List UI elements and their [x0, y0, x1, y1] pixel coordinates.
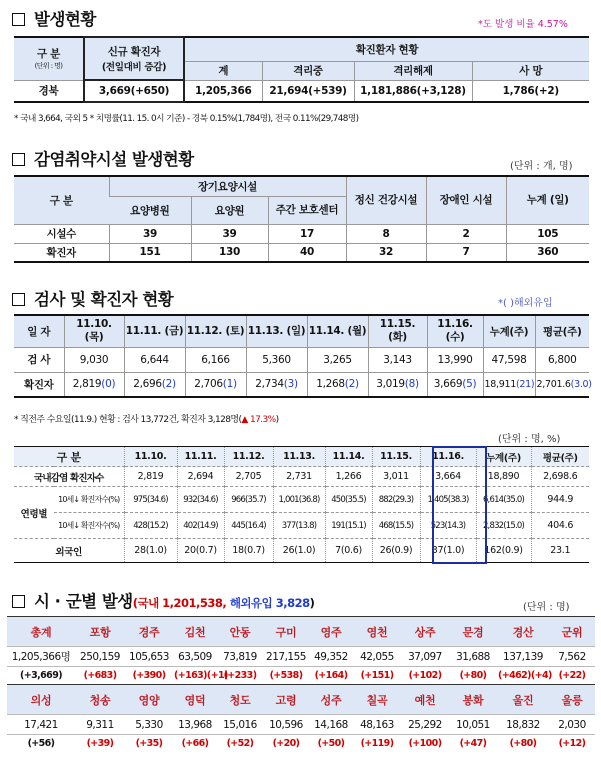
cell: 966(35.7) — [224, 487, 273, 513]
city-increase: (+683) — [75, 667, 125, 685]
status-table — [14, 36, 589, 103]
cell: 882(29.3) — [372, 487, 420, 513]
cell: 18,890 — [476, 467, 531, 487]
date-header: 11.15. (화) — [368, 315, 427, 347]
city-header: 고령 — [263, 685, 309, 715]
city-header: 울릉 — [549, 685, 595, 715]
city-increase: (+52) — [217, 735, 263, 753]
tests-footnote: * 직전주 수요일(11.9.) 현황 : 검사 13,772건, 확진자 3,128명(▲ 17.3%) — [14, 415, 279, 425]
cell: 17 — [268, 224, 346, 243]
overseas-note: *( )해외유입 — [498, 298, 553, 309]
cell: 360 — [506, 243, 589, 262]
date-header: 11.12. (토) — [185, 315, 246, 347]
cell: 404.6 — [531, 513, 589, 539]
cell: 18,911(21) — [483, 372, 535, 397]
header-date: 일 자 — [14, 315, 64, 347]
city-increase: (+56) — [7, 735, 75, 753]
header-gubun: 구 분 — [14, 447, 124, 467]
row-label: 10세↓ 확진자수(%) — [54, 513, 124, 539]
row-label: 확진자 — [14, 243, 109, 262]
cell: 468(15.5) — [372, 513, 420, 539]
cell: 18(0.7) — [224, 539, 273, 563]
cell: 3,664 — [420, 467, 476, 487]
city-header: 영천 — [353, 617, 401, 647]
city-header: 안동 — [217, 617, 263, 647]
row-label: 확진자 — [14, 372, 64, 397]
city-header: 청도 — [217, 685, 263, 715]
cell: 162(0.9) — [476, 539, 531, 563]
date-header: 11.12. — [224, 447, 273, 467]
cell: 26(0.9) — [372, 539, 420, 563]
cell: 26(1.0) — [273, 539, 325, 563]
city-increase: (+151) — [353, 667, 401, 685]
city-value: 31,688 — [449, 647, 497, 667]
cell: 130 — [191, 243, 268, 262]
header-cumulative: 누계(주) — [476, 447, 531, 467]
cell: 2,705 — [224, 467, 273, 487]
date-header: 11.14. — [325, 447, 372, 467]
city-increase: (+164) — [309, 667, 353, 685]
city-value: 10,596 — [263, 715, 309, 735]
today-highlight-frame — [432, 446, 487, 564]
city-value: 5,330 — [125, 715, 173, 735]
date-header: 11.13. — [273, 447, 325, 467]
city-value: 1,205,366명 — [7, 647, 75, 667]
cell: 6,800 — [535, 347, 589, 372]
cell: 2,819 — [124, 467, 177, 487]
city-value: 63,509 — [173, 647, 217, 667]
city-increase: (+80) — [449, 667, 497, 685]
header-daycare: 주간 보호센터 — [268, 196, 346, 224]
city-header: 상주 — [401, 617, 449, 647]
city-value: 48,163 — [353, 715, 401, 735]
city-header: 영덕 — [173, 685, 217, 715]
cell: 1,268(2) — [307, 372, 368, 397]
header-death: 사 망 — [472, 61, 589, 80]
city-value: 105,653 — [125, 647, 173, 667]
cell: 39 — [109, 224, 191, 243]
cell: 1,001(36.8) — [273, 487, 325, 513]
facilities-unit: (단위 : 개, 명) — [510, 161, 573, 172]
cell: 2,731 — [273, 467, 325, 487]
row-label: 외국인 — [14, 539, 124, 563]
city-value: 2,030 — [549, 715, 595, 735]
row-label: 경북 — [14, 80, 84, 102]
city-value: 14,168 — [309, 715, 353, 735]
cell: 428(15.2) — [124, 513, 177, 539]
cell: 2,819(0) — [64, 372, 124, 397]
city-header: 영양 — [125, 685, 173, 715]
cell: 7(0.6) — [325, 539, 372, 563]
city-value: 17,421 — [7, 715, 75, 735]
city-value: 49,352 — [309, 647, 353, 667]
cities-table — [7, 616, 595, 753]
date-header: 11.16. (수) — [427, 315, 483, 347]
release-value: 1,181,886(+3,128) — [354, 80, 472, 102]
city-value: 250,159 — [75, 647, 125, 667]
city-value: 137,139 — [497, 647, 549, 667]
cell: 6,644 — [124, 347, 185, 372]
city-header: 성주 — [309, 685, 353, 715]
city-value: 18,832 — [497, 715, 549, 735]
date-header: 11.15. — [372, 447, 420, 467]
cell: 3,143 — [368, 347, 427, 372]
cell: 445(16.4) — [224, 513, 273, 539]
header-gubun: 구 분 — [14, 176, 109, 224]
city-increase: (+233) — [217, 667, 263, 685]
cell: 2,694 — [177, 467, 224, 487]
cell: 932(34.6) — [177, 487, 224, 513]
cell: 2,706(1) — [185, 372, 246, 397]
checkbox-square-icon — [12, 595, 25, 608]
cell: 3,019(8) — [368, 372, 427, 397]
city-header: 울진 — [497, 685, 549, 715]
cell: 23.1 — [531, 539, 589, 563]
cities-unit: (단위 : 명) — [523, 602, 570, 613]
cell: 105 — [506, 224, 589, 243]
city-increase: (+163)(+1) — [173, 667, 217, 685]
cell: 13,990 — [427, 347, 483, 372]
city-value: 15,016 — [217, 715, 263, 735]
city-header: 경주 — [125, 617, 173, 647]
date-header: 11.10. (목) — [64, 315, 124, 347]
city-increase: (+39) — [75, 735, 125, 753]
cell: 6,614(35.0) — [476, 487, 531, 513]
cell: 40 — [268, 243, 346, 262]
total-value: 1,205,366 — [184, 80, 262, 102]
cell: 3,669(5) — [427, 372, 483, 397]
city-value: 25,292 — [401, 715, 449, 735]
city-header: 김천 — [173, 617, 217, 647]
cell: 1,266 — [325, 467, 372, 487]
row-label: 시설수 — [14, 224, 109, 243]
city-increase: (+538) — [263, 667, 309, 685]
cell: 3,011 — [372, 467, 420, 487]
cell: 975(34.6) — [124, 487, 177, 513]
city-increase: (+47) — [449, 735, 497, 753]
cell: 20(0.7) — [177, 539, 224, 563]
header-longterm: 장기요양시설 — [109, 176, 346, 196]
cell: 3,265 — [307, 347, 368, 372]
cell: 2,832(15.0) — [476, 513, 531, 539]
cell: 377(13.8) — [273, 513, 325, 539]
cell: 450(35.5) — [325, 487, 372, 513]
date-header: 11.11. — [177, 447, 224, 467]
date-header: 11.10. — [124, 447, 177, 467]
city-increase: (+22) — [549, 667, 595, 685]
cell: 191(15.1) — [325, 513, 372, 539]
city-header: 의성 — [7, 685, 75, 715]
breakdown-table — [14, 446, 589, 563]
city-header: 구미 — [263, 617, 309, 647]
header-nursing-home: 요양원 — [191, 196, 268, 224]
city-value: 10,051 — [449, 715, 497, 735]
date-header: 11.13. (일) — [246, 315, 307, 347]
header-disabled: 장애인 시설 — [426, 176, 506, 224]
city-increase: (+50) — [309, 735, 353, 753]
cell: 37(1.0) — [420, 539, 476, 563]
ratio-note: *도 발생 비율 4.57% — [478, 19, 568, 30]
city-value: 73,819 — [217, 647, 263, 667]
cell: 47,598 — [483, 347, 535, 372]
section-title-tests: 검사 및 확진자 현황 — [12, 286, 173, 310]
city-increase: (+102) — [401, 667, 449, 685]
city-increase: (+80) — [497, 735, 549, 753]
city-increase: (+119) — [353, 735, 401, 753]
city-value: 7,562 — [549, 647, 595, 667]
city-header: 칠곡 — [353, 685, 401, 715]
row-label: 10세↓ 확진자수(%) — [54, 487, 124, 513]
cell: 39 — [191, 224, 268, 243]
city-increase: (+462)(+4) — [497, 667, 549, 685]
row-label: 검 사 — [14, 347, 64, 372]
cell: 523(14.3) — [420, 513, 476, 539]
city-increase: (+35) — [125, 735, 173, 753]
city-increase: (+390) — [125, 667, 173, 685]
city-increase: (+66) — [173, 735, 217, 753]
header-patient-status: 확진환자 현황 — [184, 37, 589, 61]
city-header: 청송 — [75, 685, 125, 715]
cell: 151 — [109, 243, 191, 262]
city-value: 42,055 — [353, 647, 401, 667]
date-header: 11.16. — [420, 447, 476, 467]
cell: 8 — [346, 224, 426, 243]
cell: 2,696(2) — [124, 372, 185, 397]
cell: 2,734(3) — [246, 372, 307, 397]
city-header: 영주 — [309, 617, 353, 647]
checkbox-square-icon — [12, 13, 25, 26]
city-header: 봉화 — [449, 685, 497, 715]
checkbox-square-icon — [12, 153, 25, 166]
cell: 5,360 — [246, 347, 307, 372]
cell: 7 — [426, 243, 506, 262]
cell: 2 — [426, 224, 506, 243]
cell: 6,166 — [185, 347, 246, 372]
city-increase: (+3,669) — [7, 667, 75, 685]
cell: 9,030 — [64, 347, 124, 372]
city-header: 문경 — [449, 617, 497, 647]
cell: 402(14.9) — [177, 513, 224, 539]
tests-table — [14, 314, 592, 398]
death-value: 1,786(+2) — [472, 80, 589, 102]
cell: 28(1.0) — [124, 539, 177, 563]
city-header: 예천 — [401, 685, 449, 715]
city-increase: (+20) — [263, 735, 309, 753]
city-header: 경산 — [497, 617, 549, 647]
header-average: 평균(주) — [535, 315, 589, 347]
date-header: 11.14. (월) — [307, 315, 368, 347]
cell: 944.9 — [531, 487, 589, 513]
city-increase: (+12) — [549, 735, 595, 753]
header-release: 격리해제 — [354, 61, 472, 80]
city-header: 군위 — [549, 617, 595, 647]
header-nursing-hospital: 요양병원 — [109, 196, 191, 224]
date-header: 11.11. (금) — [124, 315, 185, 347]
city-value: 9,311 — [75, 715, 125, 735]
cell: 2,701.6(3.0) — [535, 372, 589, 397]
header-gubun: 구 분 (단위 : 명) — [14, 37, 84, 80]
city-value: 13,968 — [173, 715, 217, 735]
section-title-cities: 시 · 군별 발생(국내 1,201,538, 해외유입 3,828) — [12, 588, 314, 612]
cell: 32 — [346, 243, 426, 262]
facilities-table — [14, 175, 589, 263]
header-cumulative: 누계 (일) — [506, 176, 589, 224]
cell: 1,405(38.3) — [420, 487, 476, 513]
header-mental: 정신 건강시설 — [346, 176, 426, 224]
breakdown-unit: (단위 : 명, %) — [498, 434, 561, 445]
header-new-cases: 신규 확진자 (전일대비 증감) — [84, 37, 184, 80]
header-total: 계 — [184, 61, 262, 80]
header-isolation: 격리중 — [262, 61, 354, 80]
city-header: 포항 — [75, 617, 125, 647]
city-value: 217,155 — [263, 647, 309, 667]
row-label: 국내감염 확진자수 — [14, 467, 124, 487]
age-group-label: 연령별 — [14, 487, 54, 539]
section-title-facilities: 감염취약시설 발생현황 — [12, 146, 194, 170]
header-cumulative: 누계(주) — [483, 315, 535, 347]
status-footnote: * 국내 3,664, 국외 5 * 치명률(11. 15. 0시 기준) - 경북 0.15%(1,784명), 전국 0.11%(29,748명) — [14, 114, 359, 124]
city-increase: (+100) — [401, 735, 449, 753]
isolation-value: 21,694(+539) — [262, 80, 354, 102]
city-header: 총계 — [7, 617, 75, 647]
section-title-status: 발생현황 — [12, 6, 96, 30]
checkbox-square-icon — [12, 293, 25, 306]
city-value: 37,097 — [401, 647, 449, 667]
new-cases-value: 3,669(+650) — [84, 80, 184, 102]
cell: 2,698.6 — [531, 467, 589, 487]
header-average: 평균(주) — [531, 447, 589, 467]
